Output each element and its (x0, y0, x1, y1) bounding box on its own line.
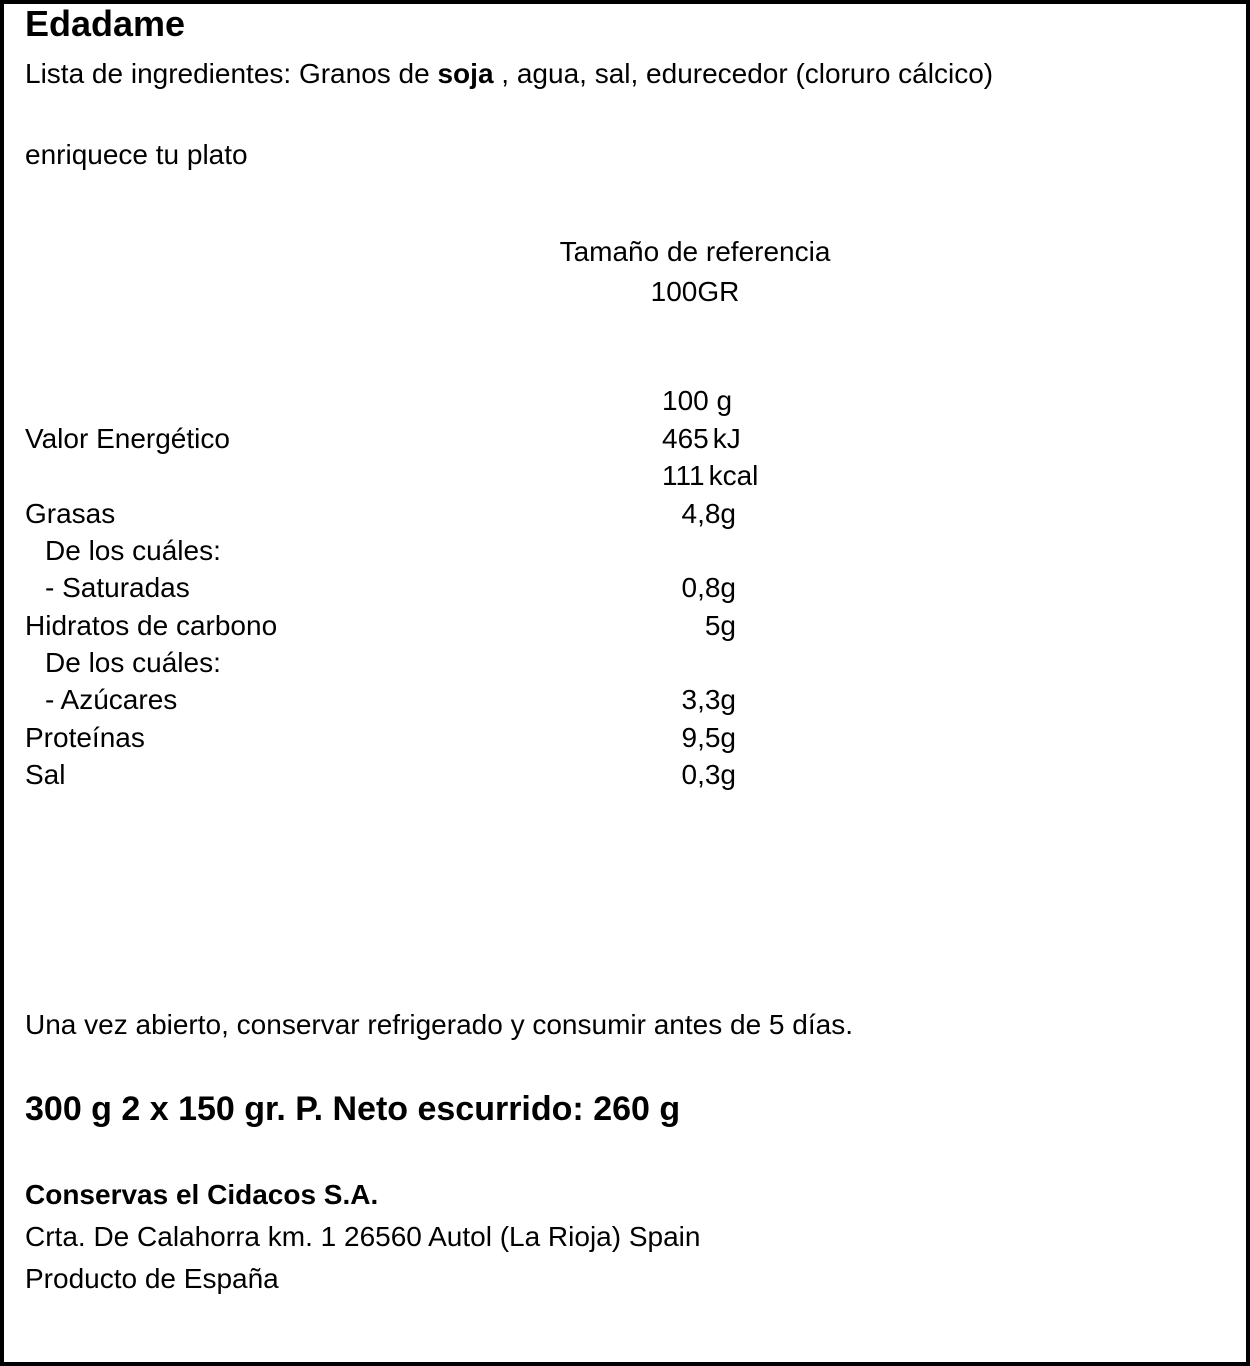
ingredients-list (25, 60, 993, 88)
nutrient-label-saturadas: - Saturadas (45, 572, 190, 603)
nutrition-column-header: 100 g (662, 385, 733, 416)
reference-size-label: Tamaño de referencia (559, 236, 831, 267)
reference-size-value: 100GR (650, 276, 740, 307)
allergen-soja: soja (437, 58, 494, 89)
nutrient-label-sal: Sal (25, 759, 66, 790)
nutrient-label-grasas: Grasas (25, 498, 116, 529)
manufacturer-address: Crta. De Calahorra km. 1 26560 Autol (La Rioja) Spain (25, 1221, 701, 1252)
energy-kj (662, 425, 741, 453)
nutrient-label-de-los-cuales: De los cuáles: (45, 535, 221, 566)
nutrient-label-azucares: - Azúcares (45, 684, 178, 715)
ingredients-suffix: , agua, sal, edurecedor (cloruro cálcico) (493, 58, 994, 89)
product-origin: Producto de España (25, 1263, 279, 1294)
energy-kcal (662, 462, 758, 490)
nutrient-label-de-los-cuales-2: De los cuáles: (45, 647, 221, 678)
nutrient-value-sal: 0,3g (681, 759, 736, 790)
energy-kcal-unit: kcal (708, 460, 759, 491)
nutrient-value-azucares: 3,3g (681, 684, 736, 715)
nutrient-label-proteinas: Proteínas (25, 722, 145, 753)
net-weight: 300 g 2 x 150 gr. P. Neto escurrido: 260 g (25, 1090, 681, 1128)
product-title: Edadame (25, 3, 186, 44)
storage-instructions: Una vez abierto, conservar refrigerado y consumir antes de 5 días. (25, 1009, 853, 1040)
energy-kj-unit: kJ (712, 423, 741, 454)
energy-kj-value: 465 (662, 423, 709, 454)
ingredients-prefix: Lista de ingredientes: Granos de (25, 58, 438, 89)
manufacturer-name: Conservas el Cidacos S.A. (25, 1179, 379, 1210)
energy-kcal-value: 111 (662, 460, 705, 491)
energy-label: Valor Energético (25, 423, 230, 454)
tagline: enriquece tu plato (25, 139, 248, 170)
nutrient-label-hidratos: Hidratos de carbono (25, 610, 278, 641)
nutrient-value-proteinas: 9,5g (681, 722, 736, 753)
nutrient-value-hidratos: 5g (704, 610, 736, 641)
nutrient-value-grasas: 4,8g (681, 498, 736, 529)
nutrient-value-saturadas: 0,8g (681, 572, 736, 603)
